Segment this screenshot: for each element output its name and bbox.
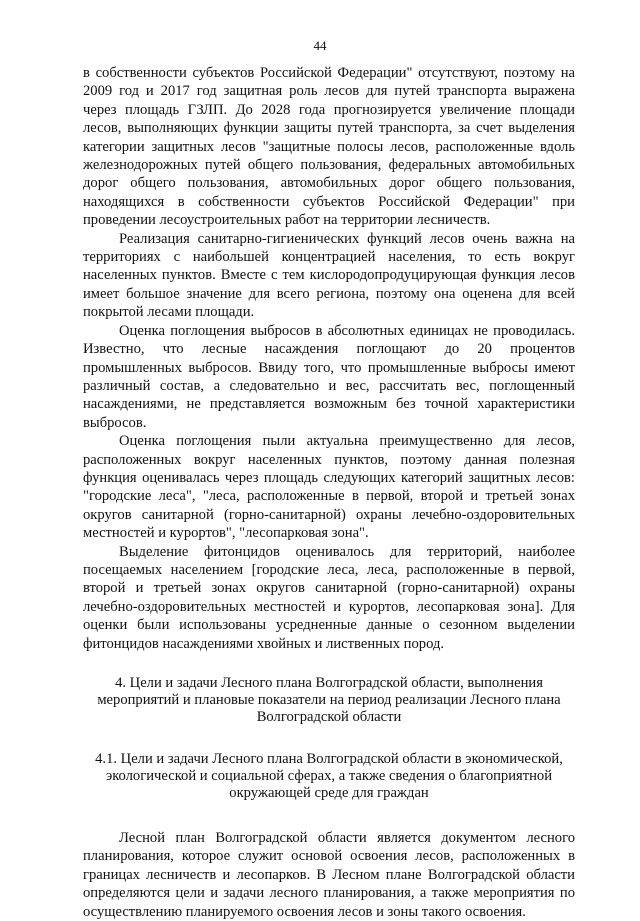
subsection-heading-4-1: 4.1. Цели и задачи Лесного плана Волгоградской области в экономической, экологической и социальной сферах, а также сведения о благоприятной окружающей среде для граждан — [95, 751, 563, 801]
paragraph-phytoncides: Выделение фитонцидов оценивалось для территорий, наиболее посещаемых населением [городские леса, леса, расположенные в первой, второй и третьей зонах округов санитарной (горно-санитарной) охраны лечебно-оздоровительных местностей и курортов, лесопарковая зона]. Для оценки были использованы усредненные данные о сезонном выделении фитонцидов насаждениями хвойных и лиственных пород. — [83, 543, 575, 652]
paragraph-forest-plan: Лесной план Волгоградской области является документом лесного планирования, которое служит основой освоения лесов, расположенных в границах лесничеств и лесопарков. В Лесном плане Волгоградской области определяются цели и задачи лесного планирования, а также мероприятия по осуществлению планируемого освоения лесов и зоны такого освоения. — [83, 830, 575, 920]
paragraph-protective-roads: в собственности субъектов Российской Федерации" отсутствуют, поэтому на 2009 год и 2017 год защитная роль лесов для путей транспорта выражена через площадь ГЗЛП. До 2028 года прогнозируется увеличение площади лесов, выполняющих функции защиты путей транспорта, за счет выделения категории защитных лесов "защитные полосы лесов, расположенные вдоль железнодорожных путей общего пользования, федеральных автомобильных дорог общего пользования, автомобильных дорог общего пользования, находящихся в собственности субъектов Российской Федерации" при проведении лесоустроительных работ на территории лесничеств. — [83, 65, 575, 229]
section-heading-4: 4. Цели и задачи Лесного плана Волгоградской области, выполнения мероприятий и плановые показатели на период реализации Лесного плана Волгоградской области — [97, 675, 561, 725]
paragraph-emission-absorption: Оценка поглощения выбросов в абсолютных единицах не проводилась. Известно, что лесные насаждения поглощают до 20 процентов промышленных выбросов. Ввиду того, что промышленные выбросы имеют различный состав, а следовательно и вес, рассчитать вес, поглощенный насаждениями, не представляется возможным без точной характеристики выбросов. — [83, 322, 575, 431]
page-content — [83, 64, 575, 921]
paragraph-sanitary-functions: Реализация санитарно-гигиенических функций лесов очень важна на территориях с наибольшей концентрацией населения, то есть вокруг населенных пунктов. Вместе с тем кислородопродуцирующая функция лесов имеет большое значение для всего региона, поэтому она оценена для всей покрытой лесами площади. — [83, 230, 575, 321]
paragraph-dust-absorption: Оценка поглощения пыли актуальна преимущественно для лесов, расположенных вокруг населенных пунктов, поэтому данная полезная функция оценивалась через площадь следующих категорий защитных лесов: "городские леса", "леса, расположенные в первой, второй и третьей зонах округов санитарной (горно-санитарной) охраны лечебно-оздоровительных местностей и курортов", "лесопарковая зона". — [83, 433, 575, 542]
page-number: 44 — [313, 38, 327, 53]
